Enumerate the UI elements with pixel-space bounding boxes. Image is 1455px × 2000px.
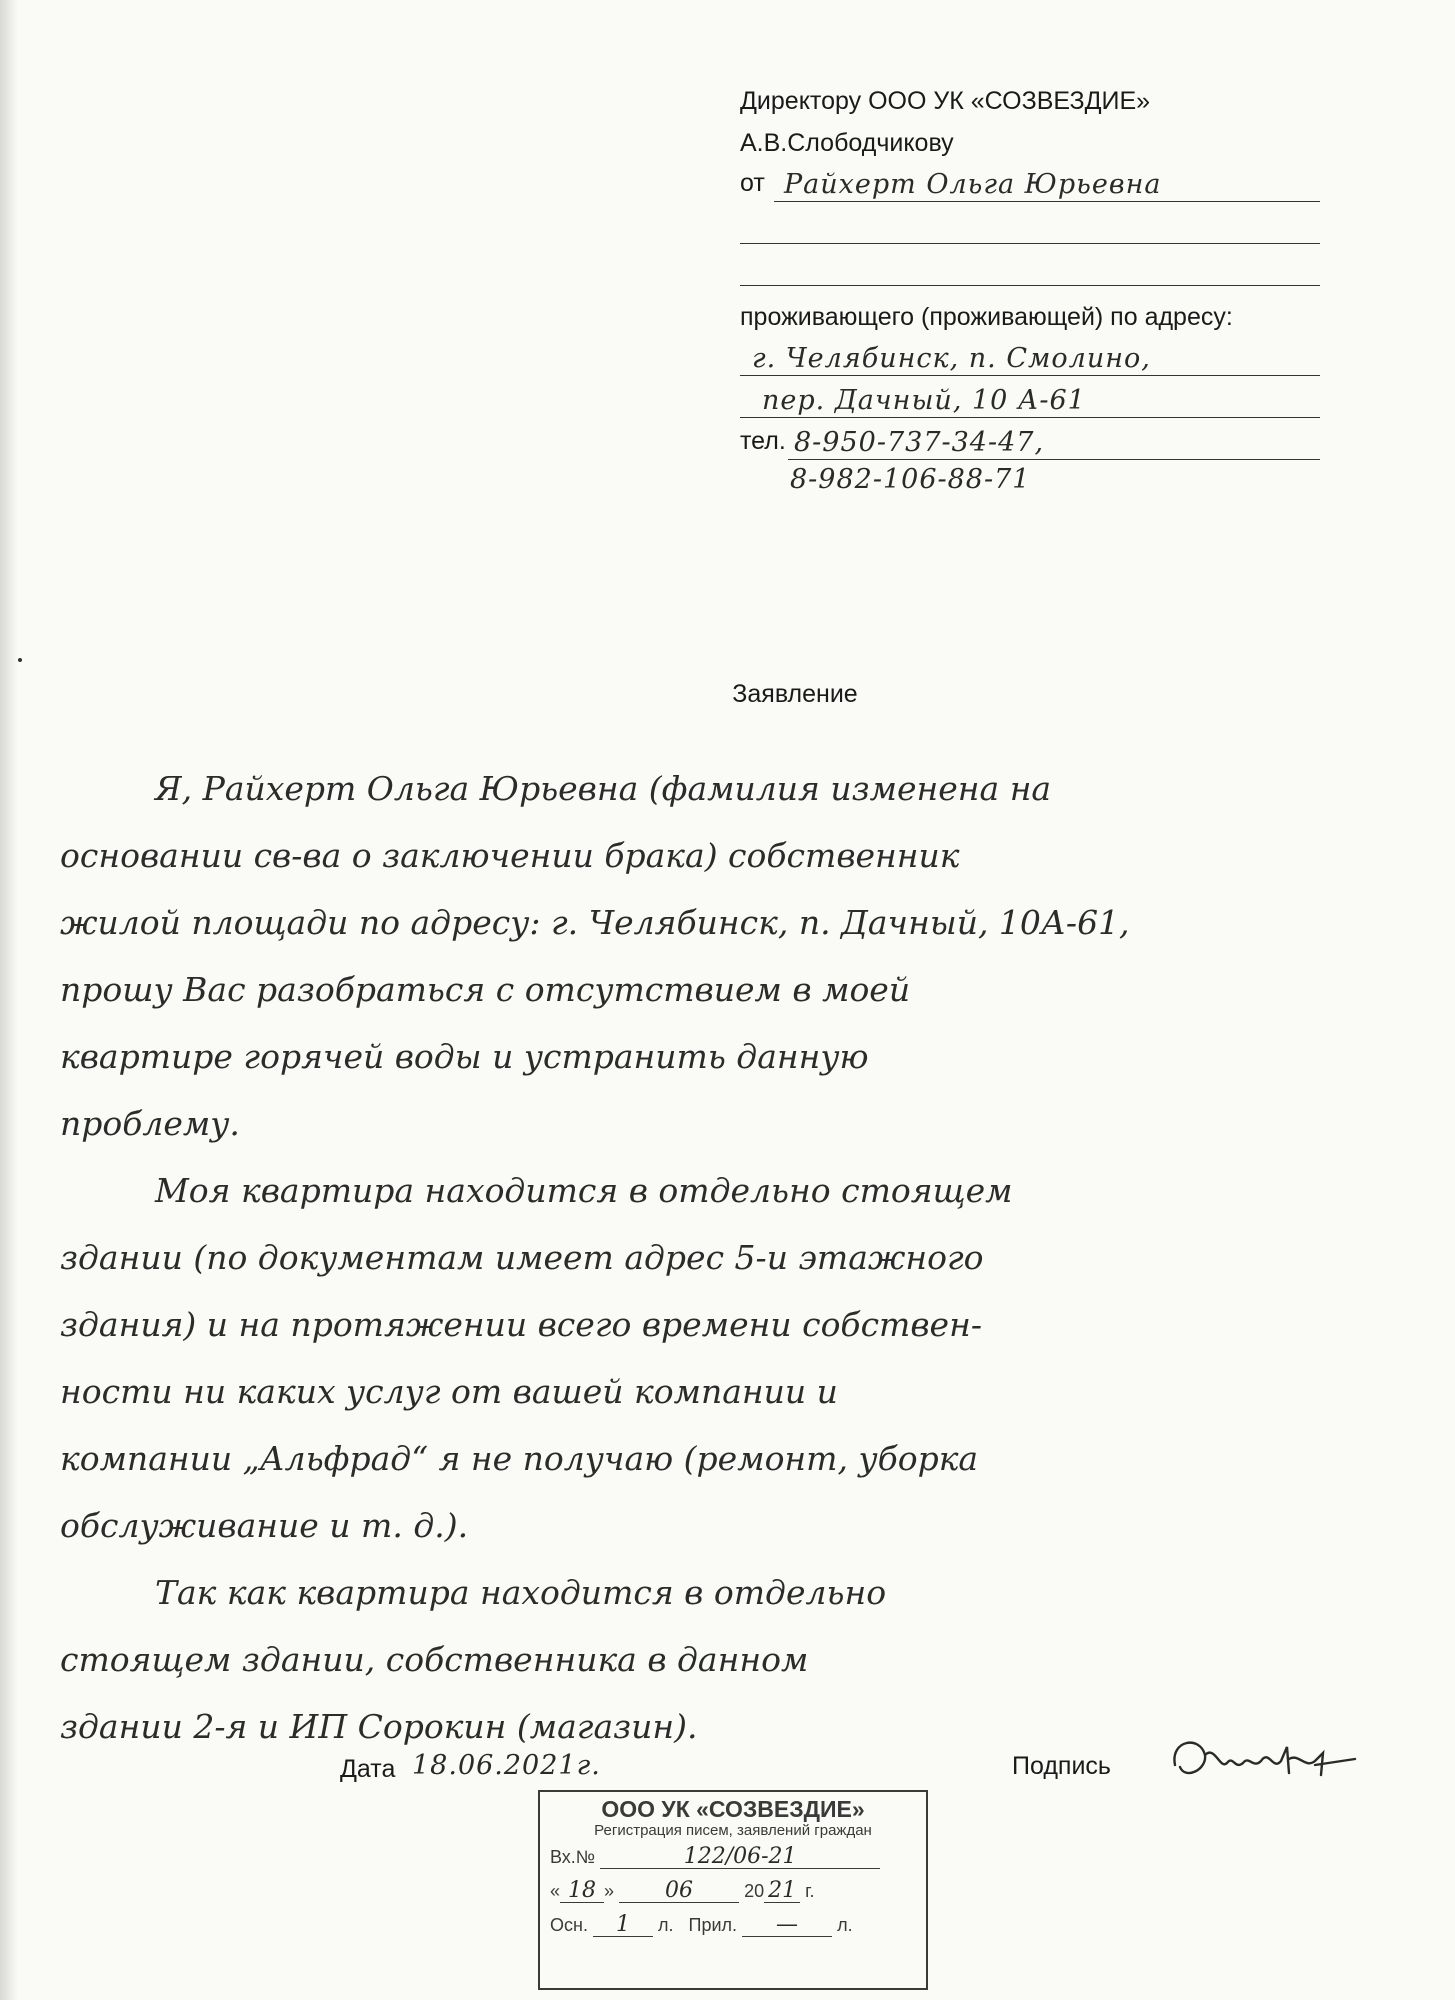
body-line: Я, Райхерт Ольга Юрьевна (фамилия изменена на xyxy=(155,769,1052,808)
from-rule xyxy=(774,201,1320,202)
phone-2: 8-982-106-88-71 xyxy=(790,464,1031,495)
address-label: проживающего (проживающей) по адресу: xyxy=(740,303,1233,331)
stamp-basis-unit: л. xyxy=(657,1915,674,1935)
address-row-1 xyxy=(740,338,1320,380)
stamp-day-close: » xyxy=(604,1881,615,1901)
stamp-month-value: 06 xyxy=(619,1880,739,1903)
body-line: здании 2-я и ИП Сорокин (магазин). xyxy=(60,1707,698,1746)
phone-row xyxy=(740,422,1320,464)
stamp-basis-label: Осн. xyxy=(550,1915,588,1935)
address-rule-2 xyxy=(740,417,1320,418)
registration-stamp xyxy=(538,1790,928,1990)
scan-edge xyxy=(0,0,18,2000)
stamp-in-number-value: 122/06-21 xyxy=(600,1846,880,1869)
blank-rule-1 xyxy=(740,243,1320,244)
stamp-year-suffix: г. xyxy=(805,1881,815,1901)
phone-prefix: тел. xyxy=(740,427,786,455)
stamp-day-open: « xyxy=(550,1881,561,1901)
address-row-2 xyxy=(740,380,1320,422)
stamp-day-value: 18 xyxy=(560,1880,604,1903)
body-line: проблему. xyxy=(60,1104,240,1143)
signature-label: Подпись xyxy=(1012,1752,1111,1780)
stamp-year-prefix: 20 xyxy=(744,1881,765,1901)
stamp-attach-unit: л. xyxy=(837,1915,853,1935)
from-name: Райхерт Ольга Юрьевна xyxy=(784,169,1162,200)
stamp-basis-value: 1 xyxy=(593,1914,653,1937)
stamp-org: ООО УК «СОЗВЕЗДИЕ» xyxy=(601,1796,865,1822)
scan-speck xyxy=(18,658,22,662)
stamp-in-number-label: Вх.№ xyxy=(550,1847,596,1867)
address-line-1: г. Челябинск, п. Смолино, xyxy=(752,343,1151,374)
phone-1: 8-950-737-34-47, xyxy=(794,427,1045,458)
body-line: Моя квартира находится в отдельно стоящем xyxy=(155,1171,1013,1210)
addressee-line-1: Директору ООО УК «СОЗВЕЗДИЕ» xyxy=(740,87,1151,115)
addressee-line-2: А.В.Слободчикову xyxy=(740,129,954,157)
body-line: прошу Вас разобраться с отсутствием в моей xyxy=(60,970,911,1009)
body-line: обслуживание и т. д.). xyxy=(60,1506,469,1545)
addressee-block xyxy=(740,80,1320,500)
document-title: Заявление xyxy=(732,680,858,708)
blank-row-2 xyxy=(740,248,1320,290)
address-rule-1 xyxy=(740,375,1320,376)
handwritten-signature xyxy=(1165,1725,1365,1800)
stamp-in-number-row xyxy=(550,1840,916,1874)
body-line: здания) и на протяжении всего времени собствен- xyxy=(60,1305,982,1344)
body-line: ности ни каких услуг от вашей компании и xyxy=(60,1372,838,1411)
address-line-2: пер. Дачный, 10 А-61 xyxy=(762,385,1086,416)
body-line: основании св-ва о заключении брака) собственник xyxy=(60,836,960,875)
blank-row-1 xyxy=(740,206,1320,248)
body-line: здании (по документам имеет адрес 5-и этажного xyxy=(60,1238,984,1277)
stamp-attach-value: — xyxy=(742,1914,832,1937)
body-line: Так как квартира находится в отдельно xyxy=(155,1573,887,1612)
body-line: стоящем здании, собственника в данном xyxy=(60,1640,809,1679)
stamp-subtitle: Регистрация писем, заявлений граждан xyxy=(594,1822,872,1839)
blank-rule-2 xyxy=(740,285,1320,286)
from-prefix: от xyxy=(740,169,765,197)
stamp-year-value: 21 xyxy=(764,1880,800,1903)
signature-icon xyxy=(1165,1725,1365,1795)
body-line: квартире горячей воды и устранить данную xyxy=(60,1037,869,1076)
stamp-attach-label: Прил. xyxy=(688,1915,738,1935)
from-row xyxy=(740,164,1320,206)
date-label: Дата xyxy=(340,1755,396,1783)
body-line: компании „Альфрад“ я не получаю (ремонт, уборка xyxy=(60,1439,979,1478)
stamp-basis-row xyxy=(550,1908,916,1942)
statement-body xyxy=(60,755,1430,1760)
stamp-date-row xyxy=(550,1874,916,1908)
date-value: 18.06.2021г. xyxy=(412,1750,601,1781)
body-line: жилой площади по адресу: г. Челябинск, п. Дачный, 10А-61, xyxy=(60,903,1130,942)
phone-rule xyxy=(788,459,1320,460)
